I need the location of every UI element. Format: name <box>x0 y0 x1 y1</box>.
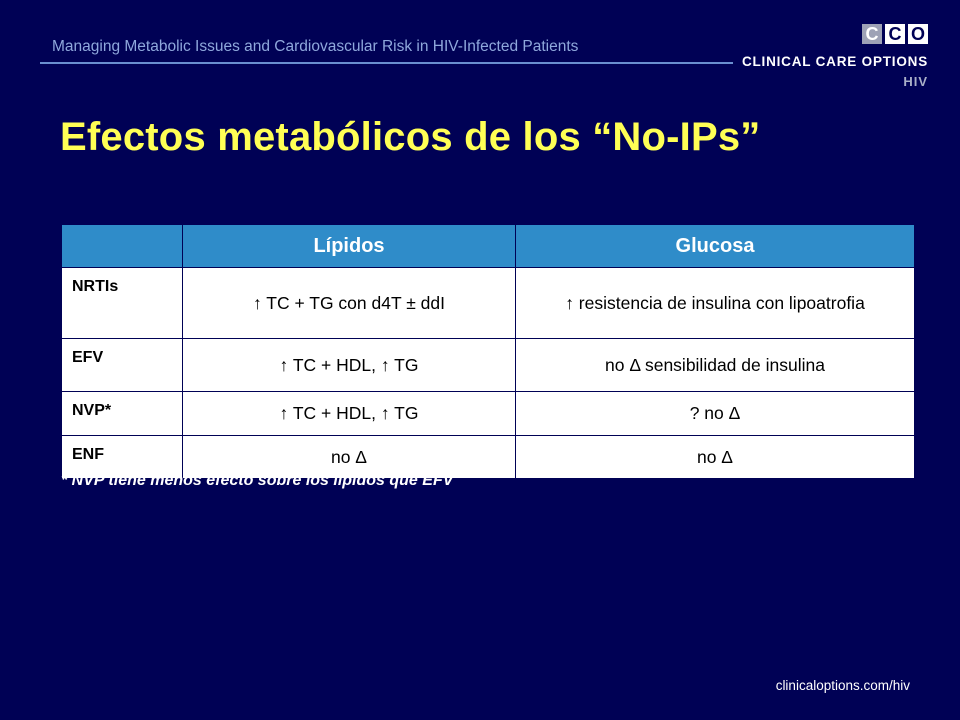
logo-letter-boxes <box>862 24 928 44</box>
header-cell-glucosa: Glucosa <box>516 225 915 268</box>
table-row <box>62 339 915 392</box>
logo-letter-2: C <box>885 24 905 44</box>
table-row <box>62 268 915 339</box>
header-cell-empty <box>62 225 183 268</box>
header-cell-lipidos: Lípidos <box>183 225 516 268</box>
clinical-care-options-logo <box>741 24 933 94</box>
header-divider <box>40 62 733 64</box>
table-row <box>62 392 915 436</box>
row-label: NVP* <box>62 392 183 436</box>
glucosa-cell: ? no Δ <box>516 392 915 436</box>
logo-sub: HIV <box>903 74 928 89</box>
footnote: * NVP tiene menos efecto sobre los lípidos que EFV <box>61 472 454 489</box>
row-label: NRTIs <box>62 268 183 339</box>
lipidos-cell: no Δ <box>183 436 516 479</box>
metabolic-effects-table <box>61 224 915 479</box>
glucosa-cell: no Δ <box>516 436 915 479</box>
row-label: EFV <box>62 339 183 392</box>
lipidos-cell: ↑ TC + HDL, ↑ TG <box>183 339 516 392</box>
lipidos-cell: ↑ TC + TG con d4T ± ddI <box>183 268 516 339</box>
footer-url: clinicaloptions.com/hiv <box>775 678 910 693</box>
glucosa-cell: no Δ sensibilidad de insulina <box>516 339 915 392</box>
logo-name: CLINICAL CARE OPTIONS <box>741 54 928 69</box>
logo-letter-1: C <box>862 24 882 44</box>
header-subtitle: Managing Metabolic Issues and Cardiovascular Risk in HIV-Infected Patients <box>52 38 579 55</box>
slide-title: Efectos metabólicos de los “No-IPs” <box>60 115 761 159</box>
glucosa-cell: ↑ resistencia de insulina con lipoatrofia <box>516 268 915 339</box>
table-header-row <box>62 225 915 268</box>
logo-letter-3: O <box>908 24 928 44</box>
row-label: ENF <box>62 436 183 479</box>
lipidos-cell: ↑ TC + HDL, ↑ TG <box>183 392 516 436</box>
